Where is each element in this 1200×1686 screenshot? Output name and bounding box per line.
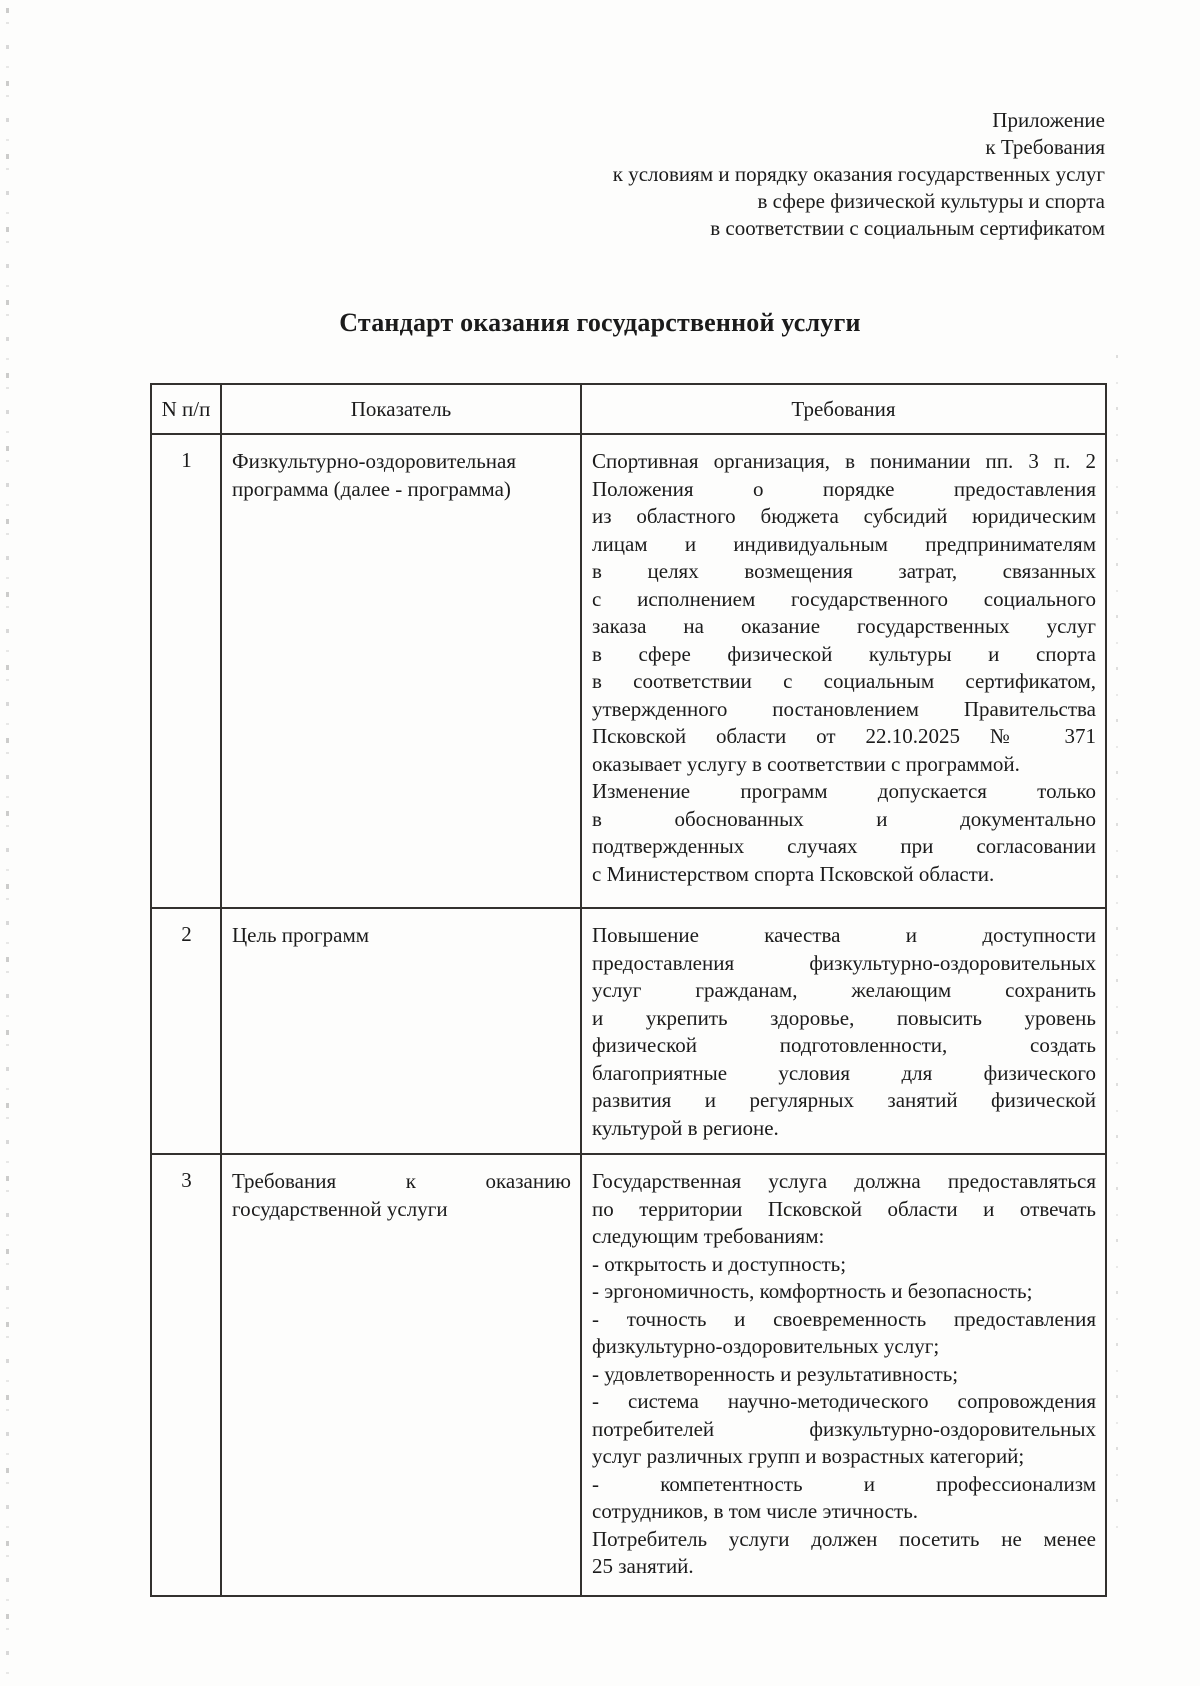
- text-line: физической подготовленности, создать: [592, 1033, 1096, 1057]
- text-line: Спортивная организация, в понимании пп. 3 п. 2: [592, 449, 1096, 473]
- header-line: в соответствии с социальным сертификатом: [710, 216, 1105, 240]
- text-line: развития и регулярных занятий физической: [592, 1088, 1096, 1112]
- standards-table: [150, 383, 1107, 1597]
- page-title: Стандарт оказания государственной услуги: [339, 308, 861, 337]
- paragraph: [592, 922, 1096, 1142]
- text-line: Потребитель услуги должен посетить не менее: [592, 1526, 1096, 1551]
- paragraph: [592, 778, 1096, 888]
- text-line: 25 занятий.: [592, 1554, 694, 1578]
- text-line: утвержденного постановлением Правительства: [592, 696, 1096, 721]
- text-line: - компетентность и профессионализм: [592, 1471, 1096, 1496]
- indicator-cell: [221, 1154, 581, 1596]
- text-line: - эргономичность, комфортность и безопасность;: [592, 1279, 1033, 1303]
- text-line: услуг различных групп и возрастных категорий;: [592, 1444, 1025, 1468]
- requirements-cell: [581, 1154, 1106, 1596]
- text-line: из областного бюджета субсидий юридическим: [592, 504, 1096, 528]
- text-line: с исполнением государственного социального: [592, 586, 1096, 611]
- table-header-row: [151, 384, 1106, 434]
- table-body: [151, 434, 1106, 1596]
- text-line: услуг гражданам, желающим сохранить: [592, 978, 1096, 1002]
- paragraph: [592, 1526, 1096, 1581]
- document-header: [613, 107, 1105, 242]
- paragraph: [232, 1168, 571, 1223]
- table-row: [151, 908, 1106, 1154]
- text-line: Цель программ: [232, 923, 370, 947]
- text-line: и укрепить здоровье, повысить уровень: [592, 1005, 1096, 1030]
- text-line: предоставления физкультурно-оздоровительных: [592, 950, 1096, 975]
- indicator-cell: [221, 908, 581, 1154]
- paragraph: [592, 1361, 1096, 1389]
- column-header: N п/п: [151, 384, 221, 434]
- text-line: физкультурно-оздоровительных услуг;: [592, 1334, 940, 1358]
- table-row: [151, 434, 1106, 908]
- row-number: 3: [151, 1154, 221, 1596]
- text-line: в соответствии с социальным сертификатом,: [592, 669, 1096, 693]
- table-row: [151, 1154, 1106, 1596]
- row-number: 2: [151, 908, 221, 1154]
- text-line: Государственная услуга должна предоставляться: [592, 1169, 1096, 1193]
- header-line: к условиям и порядку оказания государственных услуг: [612, 162, 1105, 186]
- text-line: Требования к оказанию: [232, 1169, 571, 1193]
- text-line: Псковской области от 22.10.2025 № 371: [592, 724, 1096, 748]
- text-line: лицам и индивидуальным предпринимателям: [592, 531, 1096, 556]
- text-line: культурой в регионе.: [592, 1115, 779, 1140]
- paragraph: [232, 922, 571, 950]
- header-line: в сфере физической культуры и спорта: [757, 189, 1105, 213]
- paragraph: [592, 448, 1096, 778]
- header-line: Приложение: [992, 108, 1105, 132]
- header-line: к Требования: [985, 135, 1105, 159]
- text-line: программа (далее - программа): [232, 476, 511, 501]
- text-line: в сфере физической культуры и спорта: [592, 641, 1096, 666]
- paragraph: [592, 1306, 1096, 1361]
- text-line: Изменение программ допускается только: [592, 779, 1096, 803]
- text-line: в целях возмещения затрат, связанных: [592, 559, 1096, 583]
- paragraph: [592, 1388, 1096, 1471]
- text-line: Положения о порядке предоставления: [592, 476, 1096, 501]
- paragraph: [232, 448, 571, 503]
- text-line: оказывает услугу в соответствии с программой.: [592, 751, 1020, 776]
- column-header: Требования: [581, 384, 1106, 434]
- paragraph: [592, 1168, 1096, 1251]
- text-line: благоприятные условия для физического: [592, 1060, 1096, 1085]
- text-line: потребителей физкультурно-оздоровительных: [592, 1416, 1096, 1441]
- text-line: следующим требованиям:: [592, 1224, 825, 1248]
- scan-noise-right: [1116, 355, 1118, 1535]
- text-line: заказа на оказание государственных услуг: [592, 614, 1096, 638]
- text-line: Физкультурно-оздоровительная: [232, 449, 517, 473]
- text-line: Повышение качества и доступности: [592, 923, 1096, 947]
- text-line: - точность и своевременность предоставления: [592, 1306, 1096, 1331]
- paragraph: [592, 1278, 1096, 1306]
- text-line: - удовлетворенность и результативность;: [592, 1361, 959, 1386]
- requirements-cell: [581, 908, 1106, 1154]
- column-header: Показатель: [221, 384, 581, 434]
- row-number: 1: [151, 434, 221, 908]
- text-line: - система научно-методического сопровождения: [592, 1389, 1096, 1413]
- text-line: в обоснованных и документально: [592, 806, 1096, 831]
- indicator-cell: [221, 434, 581, 908]
- text-line: - открытость и доступность;: [592, 1251, 847, 1276]
- paragraph: [592, 1471, 1096, 1526]
- text-line: по территории Псковской области и отвечать: [592, 1196, 1096, 1221]
- paragraph: [592, 1251, 1096, 1279]
- text-line: с Министерством спорта Псковской области.: [592, 861, 995, 886]
- text-line: государственной услуги: [232, 1196, 448, 1221]
- scan-noise-left: [6, 8, 9, 1678]
- requirements-cell: [581, 434, 1106, 908]
- text-line: сотрудников, в том числе этичность.: [592, 1499, 919, 1523]
- text-line: подтвержденных случаях при согласовании: [592, 834, 1096, 858]
